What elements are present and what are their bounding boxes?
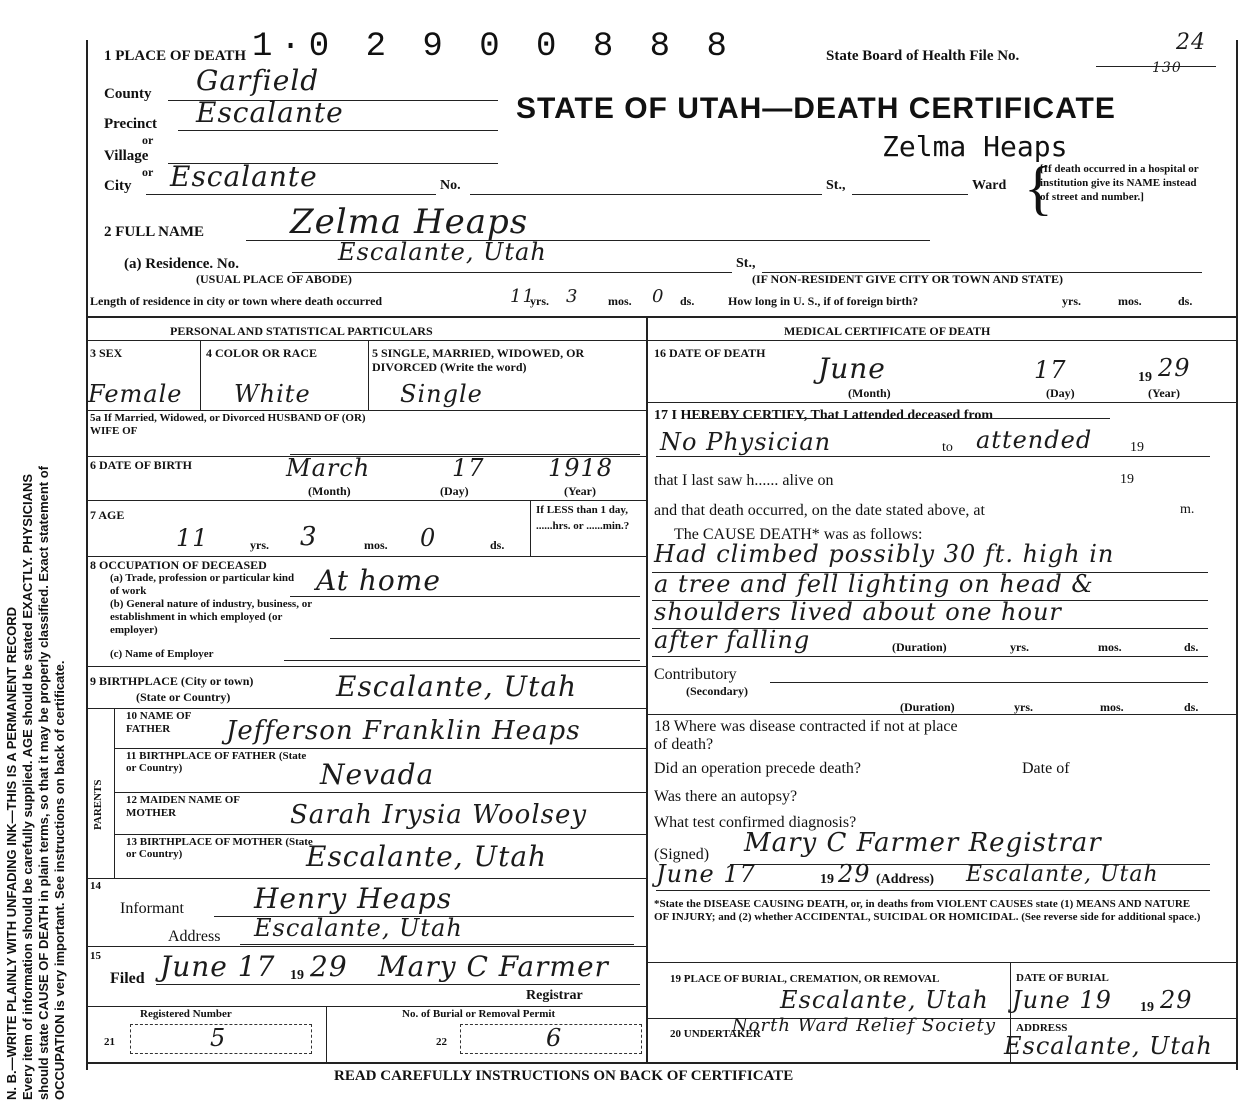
color-divider [368, 340, 369, 410]
us-yrs: yrs. [1062, 294, 1081, 308]
dob-month-caption: (Month) [308, 484, 351, 498]
full-name-value: Zelma Heaps [290, 202, 529, 242]
occupation-b-label: (b) General nature of industry, business, or establishment in which employed (or employer) [110, 598, 312, 636]
burial-no-prefix: 22 [436, 1036, 447, 1048]
marital-value: Single [400, 380, 483, 408]
dob-year-caption: (Year) [564, 484, 596, 498]
us-mos: mos. [1118, 294, 1142, 308]
no-line [470, 194, 822, 195]
diagnosis-label: What test confirmed diagnosis? [654, 814, 857, 831]
burial-year: 29 [1160, 986, 1193, 1014]
undertaker-label: 20 UNDERTAKER [670, 1028, 761, 1040]
dod-label: 16 DATE OF DEATH [654, 346, 766, 360]
operation-label: Did an operation precede death? [654, 760, 862, 777]
sex-divider [200, 340, 201, 410]
attended-from: No Physician [660, 428, 832, 456]
city-value: Escalante [170, 160, 318, 193]
age-ds-label: ds. [490, 538, 505, 552]
reg-divider [326, 1006, 327, 1062]
burial-place: Escalante, Utah [780, 986, 989, 1014]
attended-to: attended [976, 426, 1093, 454]
precinct-label: Precinct [104, 116, 158, 132]
occurred-label: and that death occurred, on the date stated above, at [654, 502, 985, 519]
mother-value: Sarah Irysia Woolsey [290, 800, 588, 830]
certify-strike [690, 418, 1110, 419]
certificate-title: STATE OF UTAH—DEATH CERTIFICATE [516, 92, 1116, 125]
date-of-label: Date of [1022, 760, 1070, 777]
file-no-line [1096, 66, 1216, 67]
residence-st-label: St., [736, 256, 756, 271]
age-yrs: 11 [176, 524, 209, 552]
informant-num: 14 [90, 880, 101, 892]
informant-address-value: Escalante, Utah [254, 914, 463, 942]
registrar-label: Registrar [526, 988, 583, 1003]
age-yrs-label: yrs. [250, 538, 269, 552]
burial-label: 19 PLACE OF BURIAL, CREMATION, OR REMOVAL [670, 973, 940, 985]
personal-heading: PERSONAL AND STATISTICAL PARTICULARS [170, 324, 433, 338]
residence-label: (a) Residence. No. [124, 256, 239, 272]
father-label: 10 NAME OF FATHER [126, 710, 191, 735]
age-mos: 3 [300, 522, 318, 552]
father-value: Jefferson Franklin Heaps [226, 716, 581, 746]
burial-date-label: DATE OF BURIAL [1016, 972, 1109, 984]
row-14-line [86, 946, 646, 947]
father-birthplace-value: Nevada [320, 758, 435, 791]
length-mos-label: mos. [608, 294, 632, 308]
row-13-line [86, 878, 646, 879]
margin-text-2: Every item of information should be carefully supplied. AGE should be stated EXACTLY. PHYSICIANS [20, 473, 35, 1100]
hospital-note: [If death occurred in a hospital or institution give its NAME instead of street and number.] [1040, 163, 1199, 203]
county-value: Garfield [196, 64, 320, 97]
informant-address-line [240, 944, 634, 945]
st-line [852, 194, 968, 195]
attended-line [656, 456, 1210, 457]
residence-value: Escalante, Utah [338, 238, 547, 266]
row-7-line [86, 556, 646, 557]
undertaker-value: North Ward Relief Society [731, 1015, 996, 1036]
row-12-line [114, 834, 646, 835]
dod-month: June [818, 352, 886, 385]
und-address-label: ADDRESS [1016, 1022, 1068, 1034]
city-label: City [104, 178, 132, 194]
filed-date: June 17 [160, 950, 276, 983]
margin-text-3: should state CAUSE OF DEATH in plain terms, so that it may be properly classified. Exact statement of [36, 465, 51, 1100]
row-15-line [86, 1006, 646, 1007]
informant-label: Informant [120, 900, 184, 917]
row-11-line [114, 792, 646, 793]
full-name-label: 2 FULL NAME [104, 224, 205, 240]
filed-year-prefix: 19 [290, 968, 304, 983]
mother-birthplace-label: 13 BIRTHPLACE OF MOTHER (State or Country) [126, 836, 313, 860]
address-line [656, 890, 1210, 891]
signed-year: 29 [838, 860, 871, 888]
age-mos-label: mos. [364, 538, 388, 552]
footnote: *State the DISEASE CAUSING DEATH, or, in deaths from VIOLENT CAUSES state (1) MEANS AND NATURE OF INJURY; and (2) whether ACCIDENTAL, SUICIDAL OR HOMICIDAL. (See reverse side for additional space.) [654, 898, 1201, 923]
spouse-label: 5a If Married, Widowed, or Divorced HUSBAND OF (OR) WIFE OF [90, 412, 366, 437]
m-label: m. [1180, 502, 1195, 517]
duration-mos-2: mos. [1100, 700, 1124, 714]
signed-year-prefix: 19 [820, 872, 834, 887]
filed-label: Filed [110, 970, 145, 987]
medical-heading: MEDICAL CERTIFICATE OF DEATH [784, 324, 991, 338]
age-ds: 0 [420, 524, 437, 552]
left-border [86, 40, 88, 1070]
file-no-value: 24 [1176, 30, 1206, 55]
occupation-c-line [284, 660, 640, 661]
occupation-line [290, 596, 640, 597]
signed-value: Mary C Farmer Registrar [744, 828, 1102, 858]
length-ds: 0 [652, 286, 665, 307]
autopsy-label: Was there an autopsy? [654, 788, 798, 805]
dob-day-caption: (Day) [440, 484, 469, 498]
signed-label: (Signed) [654, 846, 710, 863]
row-18-line [646, 962, 1236, 963]
occupation-c-label: (c) Name of Employer [110, 648, 214, 660]
footer-text: READ CAREFULLY INSTRUCTIONS ON BACK OF CERTIFICATE [334, 1068, 794, 1084]
dob-label: 6 DATE OF BIRTH [90, 458, 192, 472]
duration-label-2: (Duration) [900, 700, 955, 714]
address-value: Escalante, Utah [966, 862, 1159, 887]
filed-num: 15 [90, 950, 101, 962]
st-label: St., [826, 178, 846, 193]
dod-year: 29 [1158, 354, 1191, 382]
burial-date: June 19 [1012, 986, 1112, 1014]
age-label: 7 AGE [90, 508, 125, 522]
dob-year: 1918 [548, 454, 614, 482]
row-9-line [86, 708, 646, 709]
birthplace-label: 9 BIRTHPLACE (City or town) [90, 674, 254, 688]
us-label: How long in U. S., if of foreign birth? [728, 294, 919, 308]
row-17-line [646, 714, 1236, 715]
reg-number-prefix: 21 [104, 1036, 115, 1048]
us-ds: ds. [1178, 294, 1193, 308]
secondary-label: (Secondary) [686, 684, 748, 698]
section-top-line [86, 316, 1236, 318]
precinct-line [178, 130, 498, 131]
contributory-line [770, 682, 1208, 683]
less-than-label: If LESS than 1 day, ......hrs. or ......min.? [536, 504, 630, 532]
heading-underline [86, 340, 1236, 341]
typed-name: Zelma Heaps [882, 130, 1068, 163]
burial-year-prefix: 19 [1140, 1000, 1154, 1015]
residence-line [292, 272, 732, 273]
nineteen-2: 19 [1120, 472, 1134, 487]
ward-label: Ward [972, 178, 1007, 193]
duration-yrs-1: yrs. [1010, 640, 1029, 654]
birthplace-value: Escalante, Utah [336, 670, 578, 703]
margin-text-4: OCCUPATION is very important. See instructions on back of certificate. [52, 660, 67, 1100]
registrar-signature: Mary C Farmer [378, 950, 609, 983]
informant-value: Henry Heaps [254, 882, 453, 915]
cause-line-4: after falling [654, 626, 811, 654]
filed-year: 29 [310, 950, 348, 983]
occupation-label: 8 OCCUPATION OF DECEASED [90, 558, 267, 572]
or-2: or [142, 165, 154, 179]
marital-label: 5 SINGLE, MARRIED, WIDOWED, OR DIVORCED (Write the word) [372, 346, 585, 374]
burial-permit-label: No. of Burial or Removal Permit [402, 1008, 556, 1020]
reg-number-value: 5 [210, 1024, 227, 1052]
length-ds-label: ds. [680, 294, 695, 308]
length-yrs-label: yrs. [530, 294, 549, 308]
certify-label: 17 I HEREBY CERTIFY, That I attended deceased from [654, 408, 994, 423]
non-resident-label: (IF NON-RESIDENT GIVE CITY OR TOWN AND STATE) [752, 272, 1064, 286]
cause-rule-4 [652, 656, 1208, 657]
stamp-number: 1·0 2 9 0 0 8 8 8 [252, 28, 735, 66]
cause-line-1: Had climbed possibly 30 ft. high in [654, 540, 1115, 568]
contributory-label: Contributory [654, 666, 737, 683]
duration-ds-1: ds. [1184, 640, 1199, 654]
duration-mos-1: mos. [1098, 640, 1122, 654]
place-of-death-label: 1 PLACE OF DEATH [104, 48, 247, 64]
birthplace-sub: (State or Country) [136, 690, 231, 704]
no-label: No. [440, 178, 461, 193]
reg-number-label: Registered Number [140, 1008, 232, 1020]
sex-value: Female [88, 380, 183, 408]
right-border [1236, 40, 1238, 1070]
parents-label: PARENTS [92, 779, 104, 830]
last-saw-label: that I last saw h...... alive on [654, 472, 834, 489]
row-16-line [646, 402, 1236, 403]
mother-birthplace-value: Escalante, Utah [306, 840, 548, 873]
dod-year-prefix: 19 [1138, 370, 1152, 385]
und-address-value: Escalante, Utah [1004, 1032, 1213, 1060]
color-value: White [234, 380, 311, 408]
or-1: or [142, 133, 154, 147]
occupation-b-line [330, 638, 640, 639]
age-divider [530, 500, 531, 556]
to-label: to [942, 440, 953, 455]
nineteen-1: 19 [1130, 440, 1144, 455]
occupation-value: At home [316, 564, 441, 597]
file-no-label: State Board of Health File No. [826, 48, 1020, 64]
cause-line-3: shoulders lived about one hour [654, 598, 1062, 626]
mother-label: 12 MAIDEN NAME OF MOTHER [126, 794, 240, 819]
county-label: County [104, 86, 152, 102]
sex-label: 3 SEX [90, 346, 123, 360]
length-yrs: 11 [510, 286, 535, 307]
village-label: Village [104, 148, 149, 164]
row-10-line [114, 748, 646, 749]
city-line [146, 194, 436, 195]
margin-text-1: N. B.—WRITE PLAINLY WITH UNFADING INK—THIS IS A PERMANENT RECORD [4, 606, 19, 1100]
dod-year-caption: (Year) [1148, 386, 1180, 400]
father-birthplace-label: 11 BIRTHPLACE OF FATHER (State or Country) [126, 750, 307, 774]
informant-address-label: Address [168, 928, 221, 945]
bottom-border [86, 1062, 1236, 1064]
signed-date: June 17 [656, 860, 756, 888]
duration-yrs-2: yrs. [1014, 700, 1033, 714]
length-mos: 3 [566, 286, 579, 307]
middle-divider [646, 316, 648, 1062]
dod-day-caption: (Day) [1046, 386, 1075, 400]
occupation-a-label: (a) Trade, profession or particular kind of work [110, 572, 295, 597]
row-6-line [86, 500, 646, 501]
duration-label-1: (Duration) [892, 640, 947, 654]
q18-label: 18 Where was disease contracted if not at place of death? [654, 718, 958, 753]
burial-no-value: 6 [546, 1024, 563, 1052]
dod-day: 17 [1034, 356, 1067, 384]
hospital-bracket: { [1024, 155, 1053, 221]
cause-line-2: a tree and fell lighting on head & [654, 570, 1094, 598]
dod-month-caption: (Month) [848, 386, 891, 400]
parents-divider [114, 708, 115, 878]
color-label: 4 COLOR OR RACE [206, 346, 318, 360]
length-residence-label: Length of residence in city or town where death occurred [90, 294, 383, 308]
cause-label: The CAUSE DEATH* was as follows: [674, 526, 923, 543]
usual-abode-label: (USUAL PLACE OF ABODE) [196, 272, 352, 286]
precinct-value: Escalante [196, 96, 344, 129]
address-label: (Address) [876, 872, 935, 887]
dob-month: March [286, 454, 371, 482]
duration-ds-2: ds. [1184, 700, 1199, 714]
row-8-line [86, 666, 646, 667]
dob-day: 17 [452, 454, 485, 482]
row-3-line [86, 410, 646, 411]
filed-line [156, 984, 640, 985]
file-no-sub: 130 [1152, 60, 1182, 76]
